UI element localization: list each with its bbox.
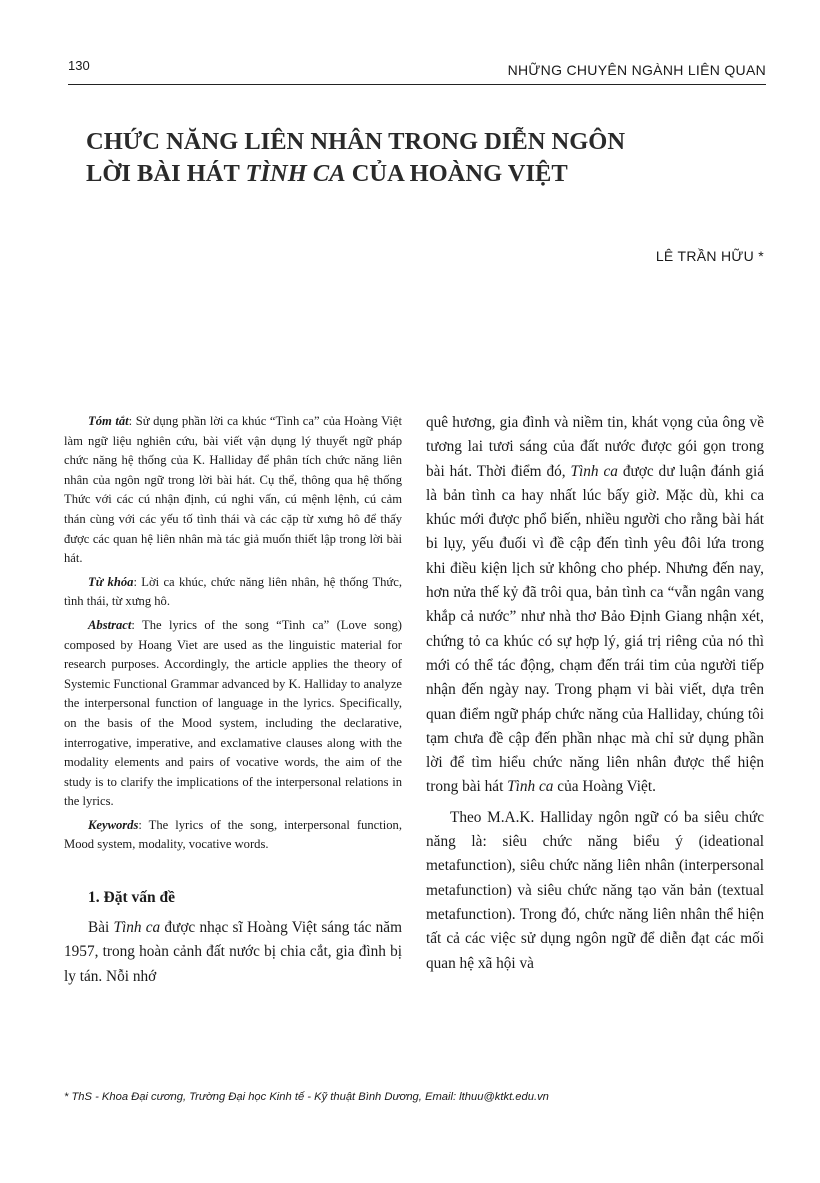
title-line-1: CHỨC NĂNG LIÊN NHÂN TRONG DIỄN NGÔN xyxy=(86,128,626,155)
paragraph-text: của Hoàng Việt. xyxy=(553,778,656,796)
body-paragraph xyxy=(426,411,764,800)
left-column xyxy=(64,412,402,989)
paragraph-text: được nhạc sĩ Hoàng Việt sáng tác năm 1957, trong hoàn cảnh đất nước bị chia cắt, gia đình bị ly tán. Nỗi nhớ xyxy=(64,919,402,985)
keywords-vi-text: : Lời ca khúc, chức năng liên nhân, hệ thống Thức, tình thái, từ xưng hô. xyxy=(64,574,402,609)
page-number: 130 xyxy=(68,58,90,73)
keywords-en xyxy=(64,816,402,855)
keywords-vi-label: Từ khóa xyxy=(88,574,134,589)
summary-vi xyxy=(64,412,402,569)
running-head: NHỮNG CHUYÊN NGÀNH LIÊN QUAN xyxy=(507,62,766,78)
paragraph-text: quê hương, gia đình và niềm tin, khát vọng của ông về tương lai tươi sáng của đất nước được gói gọn trong bài hát. Thời điểm đó, xyxy=(426,414,764,480)
summary-label: Tóm tắt xyxy=(88,414,129,428)
body-paragraph: Theo M.A.K. Halliday ngôn ngữ có ba siêu chức năng là: siêu chức năng biểu ý (ideational metafunction), siêu chức năng liên nhân (interpersonal metafunction) và siêu chức năng tạo văn bản (textual metafunction). Trong đó, chức năng liên nhân thể hiện tất cả các việc sử dụng ngôn ngữ để diễn đạt các mối quan hệ xã hội và xyxy=(426,808,764,972)
song-name: Tình ca xyxy=(570,462,618,480)
section-paragraph xyxy=(64,916,402,989)
section-heading: 1. Đặt vấn đề xyxy=(88,889,175,907)
author-name: LÊ TRẦN HỮU * xyxy=(655,248,764,264)
title-line-2-prefix: LỜI BÀI HÁT xyxy=(86,160,246,187)
abstract-text: : The lyrics of the song “Tinh ca” (Love song) composed by Hoang Viet are used as the linguistic material for research purposes. Accordingly, the article applies the theory of Systemic Functional Grammar advanced by K. Halliday to analyze the interpersonal function of language in the lyrics. Specifically, on the basis of the Mood system, including the declarative, interrogative, imperative, and exclamative clauses along with the modality elements and pairs of vocative words, the aim of the study is to clarify the implications of the interpersonal relations in the lyrics. xyxy=(64,617,402,809)
keywords-en-label: Keywords xyxy=(88,817,139,832)
title-line-2-suffix: CỦA HOÀNG VIỆT xyxy=(345,160,568,187)
footnote: * ThS - Khoa Đại cương, Trường Đại học Kinh tế - Kỹ thuật Bình Dương, Email: lthuu@ktkt.edu.vn xyxy=(64,1091,549,1103)
summary-text: : Sử dụng phần lời ca khúc “Tình ca” của Hoàng Việt làm ngữ liệu nghiên cứu, bài viết vận dụng lý thuyết ngữ pháp chức năng hệ thống của K. Halliday để phân tích chức năng liên nhân của ngôn ngữ trong lời bài hát. Cụ thể, thông qua hệ thống Thức với các cú nhận định, cú nghi vấn, cú mệnh lệnh, cú cảm thán cùng với các yếu tố tình thái và các cặp từ xưng hô để thấy được các quan hệ liên nhân mà tác giả muốn thiết lập trong lời bài hát. xyxy=(64,414,402,566)
paragraph-text: Bài xyxy=(88,919,114,937)
abstract-label: Abstract xyxy=(88,617,132,632)
paragraph-text: được dư luận đánh giá là bản tình ca hay nhất lúc bấy giờ. Mặc dù, khi ca khúc mới được phổ biến, nhiều người cho rằng bài hát bi lụy, yếu đuối vì đề cập đến tình yêu đôi lứa trong khi điều kiện lịch sử không cho phép. Nhưng đến nay, hơn nửa thế kỷ đã trôi qua, bản tình ca “vẫn ngân vang khắp cả nước” như nhà thơ Bảo Định Giang nhận xét, chứng tỏ ca khúc có sự hợp lý, giá trị riêng của nó thì mới có thể tác động, chạm đến trái tim của người tiếp nhận đến ngày nay. Trong phạm vi bài viết, dựa trên quan điểm ngữ pháp chức năng của Halliday, chúng tôi tạm chưa đề cập đến phần nhạc mà chỉ sử dụng phần lời để tìm hiểu chức năng liên nhân được thể hiện trong bài hát xyxy=(426,462,764,796)
title-song-name: TÌNH CA xyxy=(245,160,346,187)
song-name: Tình ca xyxy=(113,919,161,937)
keywords-en-text: : The lyrics of the song, interpersonal function, Mood system, modality, vocative words. xyxy=(64,817,402,852)
abstract-en xyxy=(64,616,402,812)
keywords-vi xyxy=(64,573,402,612)
article-title xyxy=(86,126,766,190)
right-column xyxy=(426,411,764,976)
song-name: Tình ca xyxy=(507,778,554,796)
page-header xyxy=(68,56,766,85)
